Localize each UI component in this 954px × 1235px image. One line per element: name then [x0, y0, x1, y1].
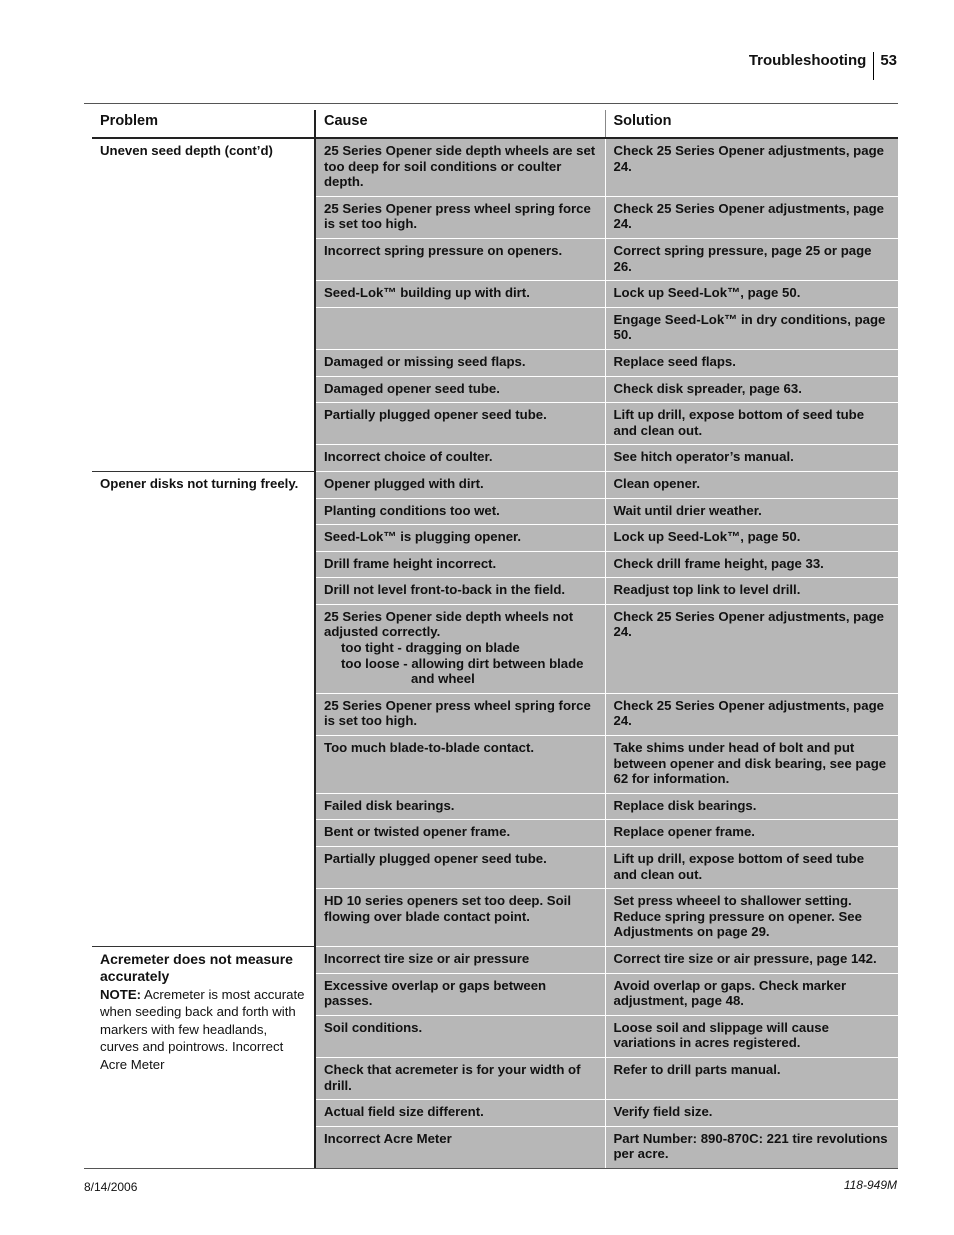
- cause-cell: Actual field size different.: [315, 1100, 605, 1127]
- cause-sub-item: too loose - allowing dirt between blade: [341, 655, 584, 671]
- cause-cell: Partially plugged opener seed tube.: [315, 847, 605, 889]
- problem-cell: Opener disks not turning freely.: [92, 471, 315, 946]
- solution-cell: Loose soil and slippage will cause variations in acres registered.: [605, 1015, 898, 1057]
- cause-cell: Soil conditions.: [315, 1015, 605, 1057]
- table-row: [92, 946, 898, 973]
- cause-cell: Seed-Lok™ building up with dirt.: [315, 281, 605, 308]
- problem-note: [100, 986, 306, 1074]
- table-row: [92, 138, 898, 196]
- cause-cell: Damaged or missing seed flaps.: [315, 349, 605, 376]
- solution-cell: Check drill frame height, page 33.: [605, 551, 898, 578]
- problem-cell: [92, 946, 315, 1167]
- solution-cell: Readjust top link to level drill.: [605, 578, 898, 605]
- solution-cell: Set press wheeel to shallower setting. Reduce spring pressure on opener. See Adjustments on page 29.: [605, 889, 898, 947]
- cause-cell: Incorrect choice of coulter.: [315, 445, 605, 472]
- column-header-problem: Problem: [92, 110, 315, 138]
- cause-cell: Drill not level front-to-back in the field.: [315, 578, 605, 605]
- cause-cell: 25 Series Opener press wheel spring force is set too high.: [315, 693, 605, 735]
- column-header-solution: Solution: [605, 110, 898, 138]
- table-header-row: [92, 110, 898, 138]
- solution-cell: See hitch operator’s manual.: [605, 445, 898, 472]
- cause-cell: Drill frame height incorrect.: [315, 551, 605, 578]
- note-label: NOTE:: [100, 986, 142, 1002]
- solution-cell: Check 25 Series Opener adjustments, page 24.: [605, 196, 898, 238]
- top-rule: [84, 103, 898, 104]
- solution-cell: Avoid overlap or gaps. Check marker adjustment, page 48.: [605, 973, 898, 1015]
- solution-cell: Refer to drill parts manual.: [605, 1057, 898, 1099]
- page-number: 53: [880, 52, 897, 69]
- solution-cell: Check disk spreader, page 63.: [605, 376, 898, 403]
- cause-cell: Seed-Lok™ is plugging opener.: [315, 525, 605, 552]
- page-header: [749, 52, 897, 80]
- solution-cell: Lock up Seed-Lok™, page 50.: [605, 281, 898, 308]
- solution-cell: Take shims under head of bolt and put between opener and disk bearing, see page 62 for information.: [605, 736, 898, 794]
- solution-cell: Correct spring pressure, page 25 or page 26.: [605, 238, 898, 280]
- table-row: [92, 471, 898, 498]
- footer-date: 8/14/2006: [84, 1180, 138, 1194]
- solution-cell: Lift up drill, expose bottom of seed tube and clean out.: [605, 403, 898, 445]
- cause-cell: [315, 307, 605, 349]
- cause-cell: Incorrect spring pressure on openers.: [315, 238, 605, 280]
- solution-cell: Lock up Seed-Lok™, page 50.: [605, 525, 898, 552]
- cause-main-text: 25 Series Opener side depth wheels not adjusted correctly.: [324, 608, 574, 640]
- cause-cell: 25 Series Opener press wheel spring force is set too high.: [315, 196, 605, 238]
- cause-cell: HD 10 series openers set too deep. Soil flowing over blade contact point.: [315, 889, 605, 947]
- solution-cell: Part Number: 890-870C: 221 tire revolutions per acre.: [605, 1126, 898, 1168]
- troubleshooting-table: [92, 110, 898, 1168]
- solution-cell: Clean opener.: [605, 471, 898, 498]
- cause-cell: Too much blade-to-blade contact.: [315, 736, 605, 794]
- column-header-cause: Cause: [315, 110, 605, 138]
- solution-cell: Lift up drill, expose bottom of seed tube and clean out.: [605, 847, 898, 889]
- cause-sub-item: too tight - dragging on blade: [341, 640, 520, 656]
- problem-cell: Uneven seed depth (cont’d): [92, 138, 315, 471]
- section-title: Troubleshooting: [748, 52, 867, 69]
- bottom-rule: [84, 1168, 898, 1169]
- cause-cell: Planting conditions too wet.: [315, 498, 605, 525]
- cause-cell: Bent or twisted opener frame.: [315, 820, 605, 847]
- cause-cell: [315, 604, 605, 693]
- cause-cell: 25 Series Opener side depth wheels are set too deep for soil conditions or coulter depth.: [315, 138, 605, 196]
- cause-cell: Incorrect tire size or air pressure: [315, 946, 605, 973]
- solution-cell: Verify field size.: [605, 1100, 898, 1127]
- cause-cell: Excessive overlap or gaps between passes.: [315, 973, 605, 1015]
- cause-cell: Partially plugged opener seed tube.: [315, 403, 605, 445]
- solution-cell: Replace opener frame.: [605, 820, 898, 847]
- problem-title: Acremeter does not measure accurately: [100, 950, 293, 985]
- solution-cell: Correct tire size or air pressure, page 142.: [605, 946, 898, 973]
- cause-cell: Opener plugged with dirt.: [315, 471, 605, 498]
- solution-cell: Engage Seed-Lok™ in dry conditions, page 50.: [605, 307, 898, 349]
- cause-cell: Damaged opener seed tube.: [315, 376, 605, 403]
- solution-cell: Check 25 Series Opener adjustments, page 24.: [605, 138, 898, 196]
- solution-cell: Check 25 Series Opener adjustments, page 24.: [605, 693, 898, 735]
- cause-cell: Failed disk bearings.: [315, 793, 605, 820]
- cause-cell: Check that acremeter is for your width of drill.: [315, 1057, 605, 1099]
- note-text: Acremeter is most accurate when seeding back and forth with markers with few headlands, curves and pointrows. Incorrect Acre Meter: [100, 986, 305, 1072]
- cause-cell: Incorrect Acre Meter: [315, 1126, 605, 1168]
- solution-cell: Replace seed flaps.: [605, 349, 898, 376]
- solution-cell: Replace disk bearings.: [605, 793, 898, 820]
- solution-cell: Wait until drier weather.: [605, 498, 898, 525]
- footer-doc-number: 118-949M: [843, 1178, 897, 1192]
- cause-sub-item-continued: and wheel: [411, 671, 475, 687]
- solution-cell: Check 25 Series Opener adjustments, page 24.: [605, 604, 898, 693]
